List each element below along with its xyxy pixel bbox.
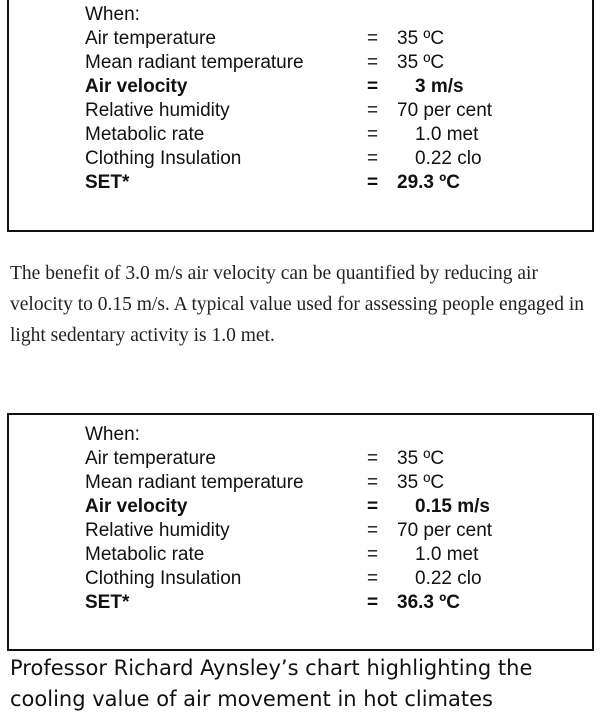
conditions-table-2: When: Air temperature = 35 ºC Mean radiant temperature = 35 ºC Air velocity = 0.15 m/s Relative humidity = 70 per cent Metabolic rate = 1.0 met Clothing Insulation = 0.22 clo SET* = 36.3 ºC [7, 413, 594, 651]
image-caption: Professor Richard Aynsley’s chart highlighting the cooling value of air movement in hot climates [10, 656, 533, 711]
conditions-table-1: When: Air temperature = 35 ºC Mean radiant temperature = 35 ºC Air velocity = 3 m/s Relative humidity = 70 per cent Metabolic rate = 1.0 met Clothing Insulation = 0.22 clo SET* = 29.3 ºC [7, 0, 594, 232]
explanation-paragraph: The benefit of 3.0 m/s air velocity can be quantified by reducing air velocity to 0.15 m/s. A typical value used for assessing people engaged in light sedentary activity is 1.0 met. [10, 263, 585, 346]
